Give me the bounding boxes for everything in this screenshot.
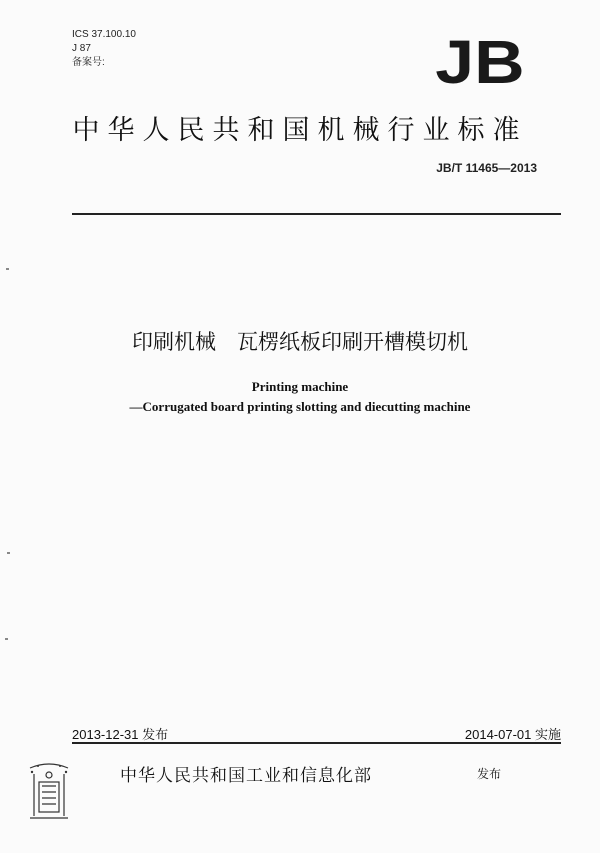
scan-speck <box>6 268 9 270</box>
publish-label: 发布 <box>477 767 502 781</box>
jb-logo <box>424 30 536 92</box>
ics-code: ICS 37.100.10 <box>72 29 136 40</box>
document-title-en-line1: Printing machine <box>251 379 349 394</box>
issue-date: 2013-12-31 发布 <box>72 727 169 742</box>
record-number-label: 备案号: <box>72 57 105 68</box>
scan-speck <box>5 638 8 640</box>
top-divider <box>72 213 561 215</box>
scan-speck <box>7 552 10 554</box>
bottom-divider <box>72 742 561 744</box>
standard-number: JB/T 11465—2013 <box>436 161 537 175</box>
class-code: J 87 <box>72 43 91 54</box>
standard-type-title: 中华人民共和国机械行业标准 <box>72 115 528 146</box>
ministry-emblem-icon <box>24 760 74 822</box>
jb-logo-graphic <box>424 30 536 92</box>
publisher-name: 中华人民共和国工业和信息化部 <box>120 766 372 786</box>
classification-block <box>72 28 136 70</box>
emblem-graphic <box>24 760 74 822</box>
jb-logo-text: JB <box>435 30 525 92</box>
document-title-en-line2: —Corrugated board printing slotting and diecutting machine <box>129 399 471 414</box>
implementation-date: 2014-07-01 实施 <box>464 727 561 742</box>
document-title-cn: 印刷机械 瓦楞纸板印刷开槽模切机 <box>132 330 468 354</box>
